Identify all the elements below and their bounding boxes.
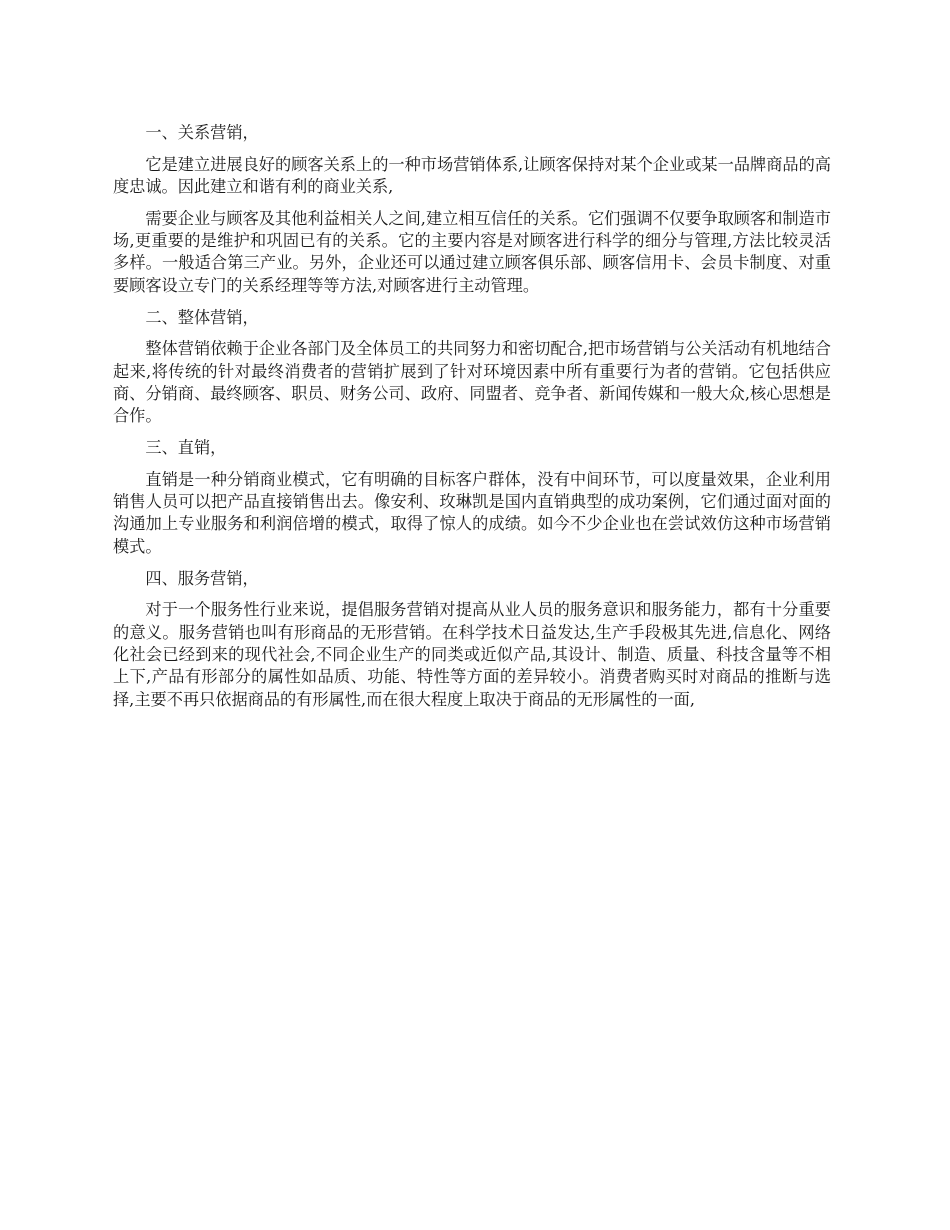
paragraph: 它是建立进展良好的顾客关系上的一种市场营销体系,让顾客保持对某个企业或某一品牌商品的高度忠诚。因此建立和谐有利的商业关系, xyxy=(113,154,831,197)
section-heading-direct-selling: 三、直销， xyxy=(145,438,227,458)
section-heading-integrated-marketing: 二、整体营销， xyxy=(145,307,259,327)
document-body xyxy=(113,122,831,720)
paragraph: 需要企业与顾客及其他利益相关人之间,建立相互信任的关系。它们强调不仅要争取顾客和制造市场,更重要的是维护和巩固已有的关系。它的主要内容是对顾客进行科学的细分与管理,方法比较灵活多样。一般适合第三产业。另外，企业还可以通过建立顾客俱乐部、顾客信用卡、会员卡制度、对重要顾客设立专门的关系经理等等方法,对顾客进行主动管理。 xyxy=(113,208,831,295)
section-heading-relationship-marketing: 一、关系营销， xyxy=(145,123,259,142)
section-heading-service-marketing: 四、服务营销， xyxy=(145,568,259,588)
paragraph: 直销是一种分销商业模式，它有明确的目标客户群体，没有中间环节，可以度量效果，企业利用销售人员可以把产品直接销售出去。像安利、玫琳凯是国内直销典型的成功案例，它们通过面对面的沟通加上专业服务和利润倍增的模式，取得了惊人的成绩。如今不少企业也在尝试效仿这种市场营销模式。 xyxy=(113,469,831,556)
paragraph: 对于一个服务性行业来说，提倡服务营销对提高从业人员的服务意识和服务能力，都有十分重要的意义。服务营销也叫有形商品的无形营销。在科学技术日益发达,生产手段极其先进,信息化、网络化社会已经到来的现代社会,不同企业生产的同类或近似产品,其设计、制造、质量、科技含量等不相上下,产品有形部分的属性如品质、功能、特性等方面的差异较小。消费者购买时对商品的推断与选择,主要不再只依据商品的有形属性,而在很大程度上取决于商品的无形属性的一面, xyxy=(113,600,831,709)
paragraph: 整体营销依赖于企业各部门及全体员工的共同努力和密切配合,把市场营销与公关活动有机地结合起来,将传统的针对最终消费者的营销扩展到了针对环境因素中所有重要行为者的营销。它包括供应商、分销商、最终顾客、职员、财务公司、政府、同盟者、竞争者、新闻传媒和一般大众,核心思想是合作。 xyxy=(113,339,831,426)
